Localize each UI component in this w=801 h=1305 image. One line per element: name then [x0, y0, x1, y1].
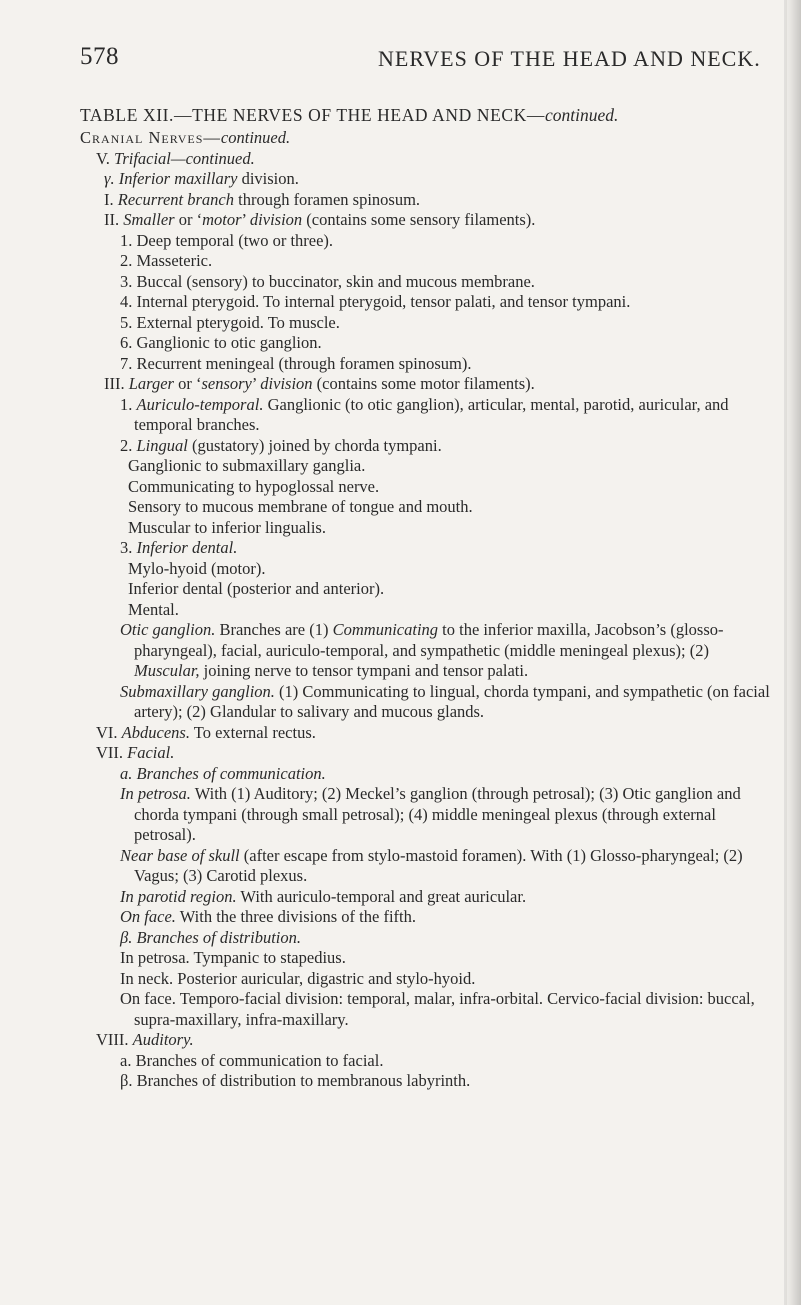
lingual-entry: 2. Lingual (gustatory) joined by chorda tympani. — [120, 435, 442, 455]
running-head — [80, 43, 780, 73]
distribution-item: In neck. Posterior auricular, digastric and stylo-hyoid. — [120, 968, 476, 988]
larger-division-entry: III. Larger or ‘sensory’ division (contains some motor filaments). — [104, 374, 535, 393]
auditory-item: a. Branches of communication to facial. — [120, 1050, 384, 1070]
lingual-sub: Communicating to hypoglossal nerve. — [128, 476, 380, 496]
motor-item: 1. Deep temporal (two or three). — [120, 230, 334, 250]
distribution-item: In petrosa. Tympanic to stapedius. — [120, 948, 346, 967]
motor-item: 5. External pterygoid. To muscle. — [120, 312, 340, 332]
inferior-dental-entry: 3. Inferior dental. — [120, 538, 238, 557]
motor-item: 7. Recurrent meningeal (through foramen spinosum). — [120, 353, 472, 373]
near-base-entry: Near base of skull (after escape from stylo-mastoid foramen). With (1) Glosso-pharyngeal; (2) Vagus; (3) Carotid plexus. — [120, 845, 743, 885]
lingual-sub: Sensory to mucous membrane of tongue and mouth. — [128, 497, 473, 516]
smaller-division-entry: II. Smaller or ‘motor’ division (contains some sensory filaments). — [104, 210, 536, 229]
in-petrosa-entry: In petrosa. With (1) Auditory; (2) Meckel’s ganglion (through petrosal); (3) Otic ganglion and chorda tympani (through small petrosal); (4) middle meningeal plexus (through external petrosal). — [120, 784, 741, 844]
motor-item: 3. Buccal (sensory) to buccinator, skin and mucous membrane. — [120, 271, 535, 291]
cranial-nerves-heading: Cranial Nerves—continued. — [80, 128, 291, 147]
facial-distribution-heading: β. Branches of distribution. — [120, 927, 302, 947]
abducens-entry: VI. Abducens. To external rectus. — [96, 722, 316, 742]
submaxillary-ganglion-entry: Submaxillary ganglion. (1) Communicating to lingual, chorda tympani, and sympathetic (on facial artery); (2) Glandular to salivary and mucous glands. — [120, 681, 770, 721]
otic-ganglion-entry: Otic ganglion. Branches are (1) Communicating to the inferior maxilla, Jacobson’s (glosso-pharyngeal), facial, auriculo-temporal, and sympathetic (middle meningeal plexus); (2) Muscular, joining nerve to tensor tympani and tensor palati. — [120, 620, 724, 680]
trifacial-heading: V. Trifacial—continued. — [96, 148, 255, 168]
facial-heading: VII. Facial. — [96, 743, 175, 762]
distribution-item: On face. Temporo-facial division: temporal, malar, infra-orbital. Cervico-facial division: buccal, supra-maxillary, infra-maxillary. — [120, 989, 755, 1029]
table-title-continued: continued. — [545, 105, 619, 125]
lingual-sub: Ganglionic to submaxillary ganglia. — [128, 456, 366, 475]
auditory-heading: VIII. Auditory. — [96, 1030, 194, 1049]
auriculo-temporal-entry: 1. Auriculo-temporal. Ganglionic (to otic ganglion), articular, mental, parotid, auricular, and temporal branches. — [120, 394, 729, 434]
motor-item: 2. Masseteric. — [120, 251, 213, 270]
table-content — [80, 128, 772, 1092]
motor-item: 4. Internal pterygoid. To internal pterygoid, tensor palati, and tensor tympani. — [120, 292, 631, 311]
page-number: 578 — [80, 43, 119, 70]
auditory-item: β. Branches of distribution to membranous labyrinth. — [120, 1071, 471, 1090]
on-face-entry: On face. With the three divisions of the fifth. — [120, 907, 416, 926]
facial-communication-heading: a. Branches of communication. — [120, 763, 326, 783]
table-title — [80, 105, 618, 126]
inferior-dental-sub: Mental. — [128, 599, 179, 619]
parotid-entry: In parotid region. With auriculo-temporal and great auricular. — [120, 886, 527, 906]
motor-item: 6. Ganglionic to otic ganglion. — [120, 333, 322, 352]
inferior-dental-sub: Mylo-hyoid (motor). — [128, 558, 266, 578]
table-title-main: TABLE XII.—THE NERVES OF THE HEAD AND NECK— — [80, 105, 546, 125]
recurrent-branch-entry: I. Recurrent branch through foramen spinosum. — [104, 189, 421, 209]
running-title: NERVES OF THE HEAD AND NECK. — [378, 46, 761, 71]
inferior-dental-sub: Inferior dental (posterior and anterior). — [128, 579, 385, 598]
page-edge-line — [784, 0, 787, 1305]
lingual-sub: Muscular to inferior lingualis. — [128, 517, 326, 537]
inferior-maxillary-heading: γ. Inferior maxillary division. — [104, 169, 299, 188]
